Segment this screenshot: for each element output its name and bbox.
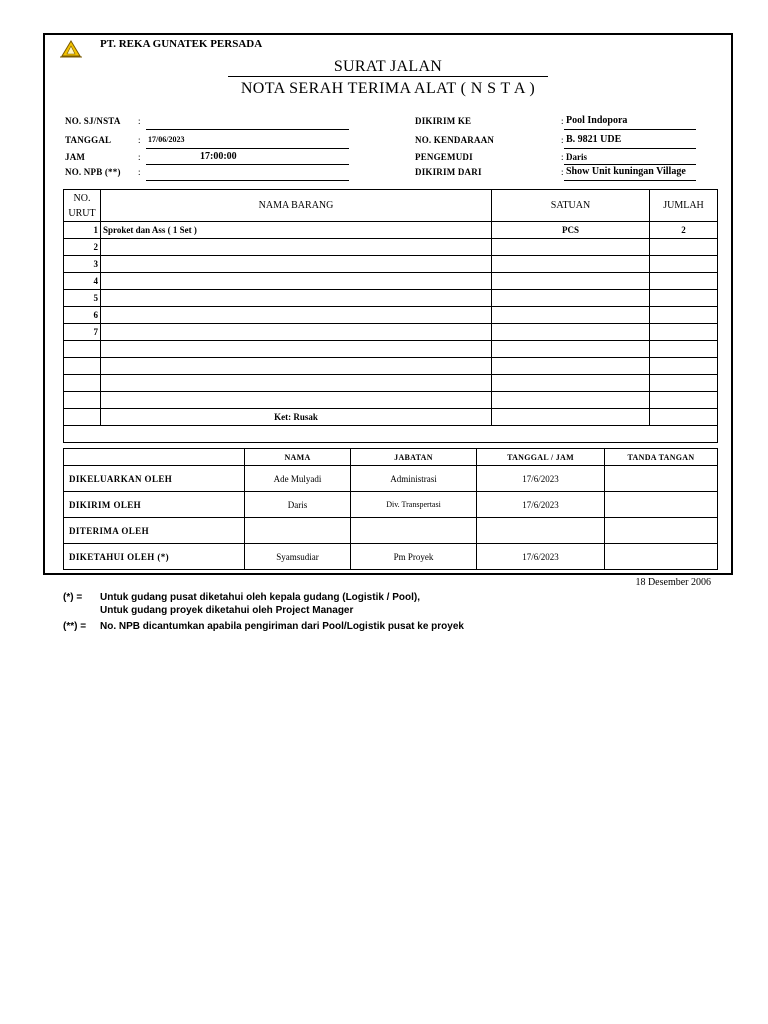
title-dash: _ xyxy=(540,66,546,78)
spacer-row xyxy=(64,426,718,443)
cell-nama[interactable] xyxy=(101,273,492,290)
ket-empty-cell xyxy=(64,409,101,426)
cell-no: 2 xyxy=(64,239,101,256)
sig-label: DIKELUARKAN OLEH xyxy=(64,466,245,492)
cell-jumlah[interactable] xyxy=(650,239,718,256)
document-title: SURAT JALAN xyxy=(333,58,443,75)
field-line xyxy=(146,129,349,130)
col-urut-label: URUT xyxy=(68,207,96,219)
ket-empty-cell xyxy=(650,409,718,426)
sig-tanggal[interactable]: 17/6/2023 xyxy=(477,544,605,570)
sig-header-empty xyxy=(64,449,245,466)
colon: : xyxy=(561,116,564,126)
note-2 xyxy=(100,605,353,616)
colon: : xyxy=(138,152,141,162)
cell-satuan[interactable] xyxy=(492,307,650,324)
cell-satuan[interactable] xyxy=(492,239,650,256)
signature-table-header xyxy=(64,449,718,466)
label-pengemudi: PENGEMUDI xyxy=(415,152,473,162)
spacer-cell xyxy=(64,426,718,443)
field-line xyxy=(146,148,349,149)
company-logo-icon xyxy=(60,40,82,58)
note-3 xyxy=(63,621,464,632)
sig-col-tanggal: TANGGAL / JAM xyxy=(477,449,605,466)
value-dikirim-ke[interactable]: Pool Indopora xyxy=(566,115,628,126)
signature-row xyxy=(64,518,718,544)
cell-jumlah[interactable]: 2 xyxy=(650,222,718,239)
field-line xyxy=(146,164,349,165)
sig-label: DIKETAHUI OLEH (*) xyxy=(64,544,245,570)
sig-ttd[interactable] xyxy=(605,492,718,518)
col-no-label: NO. xyxy=(73,192,91,204)
cell-nama[interactable] xyxy=(101,358,492,375)
value-no-kendaraan[interactable]: B. 9821 UDE xyxy=(566,134,622,145)
col-satuan: SATUAN xyxy=(492,190,650,222)
colon: : xyxy=(561,167,564,177)
cell-no xyxy=(64,375,101,392)
label-no-npb: NO. NPB (**) xyxy=(65,167,121,177)
col-nama-barang: NAMA BARANG xyxy=(101,190,492,222)
sig-nama[interactable]: Syamsudiar xyxy=(245,544,351,570)
sig-col-ttd: TANDA TANGAN xyxy=(605,449,718,466)
cell-satuan[interactable] xyxy=(492,375,650,392)
cell-no: 7 xyxy=(64,324,101,341)
sig-tanggal[interactable] xyxy=(477,518,605,544)
colon: : xyxy=(138,135,141,145)
cell-no: 1 xyxy=(64,222,101,239)
signature-row xyxy=(64,492,718,518)
cell-satuan[interactable] xyxy=(492,341,650,358)
table-row xyxy=(64,239,718,256)
label-dikirim-dari: DIKIRIM DARI xyxy=(415,167,482,177)
note-3-mark: (**) = xyxy=(63,621,87,632)
note-1 xyxy=(63,592,420,603)
cell-nama[interactable] xyxy=(101,239,492,256)
cell-satuan[interactable] xyxy=(492,256,650,273)
cell-nama[interactable] xyxy=(101,341,492,358)
label-no-sj: NO. SJ/NSTA xyxy=(65,116,121,126)
sig-nama[interactable]: Ade Mulyadi xyxy=(245,466,351,492)
cell-jumlah[interactable] xyxy=(650,392,718,409)
note-2-text: Untuk gudang proyek diketahui oleh Project Manager xyxy=(100,605,354,616)
ket-row xyxy=(64,409,718,426)
table-row xyxy=(64,341,718,358)
field-line xyxy=(564,148,696,149)
field-line xyxy=(564,164,696,165)
cell-jumlah[interactable] xyxy=(650,375,718,392)
ket-note[interactable]: Ket: Rusak xyxy=(101,409,492,426)
cell-satuan[interactable] xyxy=(492,273,650,290)
label-tanggal: TANGGAL xyxy=(65,135,112,145)
cell-jumlah[interactable] xyxy=(650,341,718,358)
col-no-urut xyxy=(64,190,101,222)
signature-table xyxy=(63,448,718,570)
cell-no: 6 xyxy=(64,307,101,324)
table-row xyxy=(64,307,718,324)
sig-col-nama: NAMA xyxy=(245,449,351,466)
cell-jumlah[interactable] xyxy=(650,324,718,341)
table-row xyxy=(64,324,718,341)
col-jumlah: JUMLAH xyxy=(650,190,718,222)
cell-satuan[interactable] xyxy=(492,358,650,375)
cell-jumlah[interactable] xyxy=(650,273,718,290)
document-subtitle: NOTA SERAH TERIMA ALAT ( N S T A ) xyxy=(240,80,536,97)
cell-nama[interactable] xyxy=(101,375,492,392)
cell-no xyxy=(64,358,101,375)
colon: : xyxy=(561,152,564,162)
value-jam[interactable]: 17:00:00 xyxy=(200,151,237,162)
colon: : xyxy=(561,135,564,145)
ket-empty-cell xyxy=(492,409,650,426)
signature-row xyxy=(64,544,718,570)
sig-jabatan[interactable] xyxy=(351,518,477,544)
sig-ttd[interactable] xyxy=(605,466,718,492)
label-jam: JAM xyxy=(65,152,86,162)
sig-ttd[interactable] xyxy=(605,544,718,570)
sig-jabatan[interactable]: Administrasi xyxy=(351,466,477,492)
sig-ttd[interactable] xyxy=(605,518,718,544)
cell-no: 4 xyxy=(64,273,101,290)
title-underline xyxy=(228,76,548,77)
field-line xyxy=(564,129,696,130)
cell-jumlah[interactable] xyxy=(650,256,718,273)
cell-nama[interactable] xyxy=(101,324,492,341)
table-row xyxy=(64,375,718,392)
label-dikirim-ke: DIKIRIM KE xyxy=(415,116,472,126)
sig-tanggal[interactable]: 17/6/2023 xyxy=(477,492,605,518)
table-row xyxy=(64,256,718,273)
sig-jabatan[interactable]: Div. Transpertasi xyxy=(351,492,477,518)
cell-satuan[interactable] xyxy=(492,290,650,307)
sig-nama[interactable]: Daris xyxy=(245,492,351,518)
cell-jumlah[interactable] xyxy=(650,358,718,375)
items-table-header xyxy=(64,190,718,222)
cell-no xyxy=(64,341,101,358)
cell-no: 5 xyxy=(64,290,101,307)
cell-satuan[interactable] xyxy=(492,392,650,409)
colon: : xyxy=(138,116,141,126)
cell-nama[interactable] xyxy=(101,392,492,409)
table-row xyxy=(64,290,718,307)
sig-col-jabatan: JABATAN xyxy=(351,449,477,466)
table-row xyxy=(64,358,718,375)
cell-satuan[interactable]: PCS xyxy=(492,222,650,239)
sig-label: DITERIMA OLEH xyxy=(64,518,245,544)
value-tanggal[interactable]: 17/06/2023 xyxy=(148,135,185,144)
sig-nama[interactable] xyxy=(245,518,351,544)
cell-jumlah[interactable] xyxy=(650,290,718,307)
cell-nama[interactable] xyxy=(101,290,492,307)
cell-no xyxy=(64,392,101,409)
cell-nama[interactable] xyxy=(101,256,492,273)
colon: : xyxy=(138,167,141,177)
sig-jabatan[interactable]: Pm Proyek xyxy=(351,544,477,570)
sig-tanggal[interactable]: 17/6/2023 xyxy=(477,466,605,492)
note-1-text: Untuk gudang pusat diketahui oleh kepala gudang (Logistik / Pool), xyxy=(100,592,421,603)
cell-nama[interactable]: Sproket dan Ass ( 1 Set ) xyxy=(101,222,492,239)
items-table xyxy=(63,189,718,443)
cell-satuan[interactable] xyxy=(492,324,650,341)
table-row xyxy=(64,392,718,409)
cell-jumlah[interactable] xyxy=(650,307,718,324)
cell-nama[interactable] xyxy=(101,307,492,324)
note-1-mark: (*) = xyxy=(63,592,83,603)
value-dikirim-dari[interactable]: Show Unit kuningan Village xyxy=(566,166,686,177)
field-line xyxy=(564,180,696,181)
signature-row xyxy=(64,466,718,492)
table-row xyxy=(64,273,718,290)
field-line xyxy=(146,180,349,181)
footer-date: 18 Desember 2006 xyxy=(635,577,711,588)
table-row xyxy=(64,222,718,239)
label-no-kendaraan: NO. KENDARAAN xyxy=(415,135,495,145)
cell-no: 3 xyxy=(64,256,101,273)
value-pengemudi[interactable]: Daris xyxy=(566,152,587,162)
sig-label: DIKIRIM OLEH xyxy=(64,492,245,518)
note-3-text: No. NPB dicantumkan apabila pengiriman dari Pool/Logistik pusat ke proyek xyxy=(100,621,464,632)
company-name: PT. REKA GUNATEK PERSADA xyxy=(100,38,263,50)
